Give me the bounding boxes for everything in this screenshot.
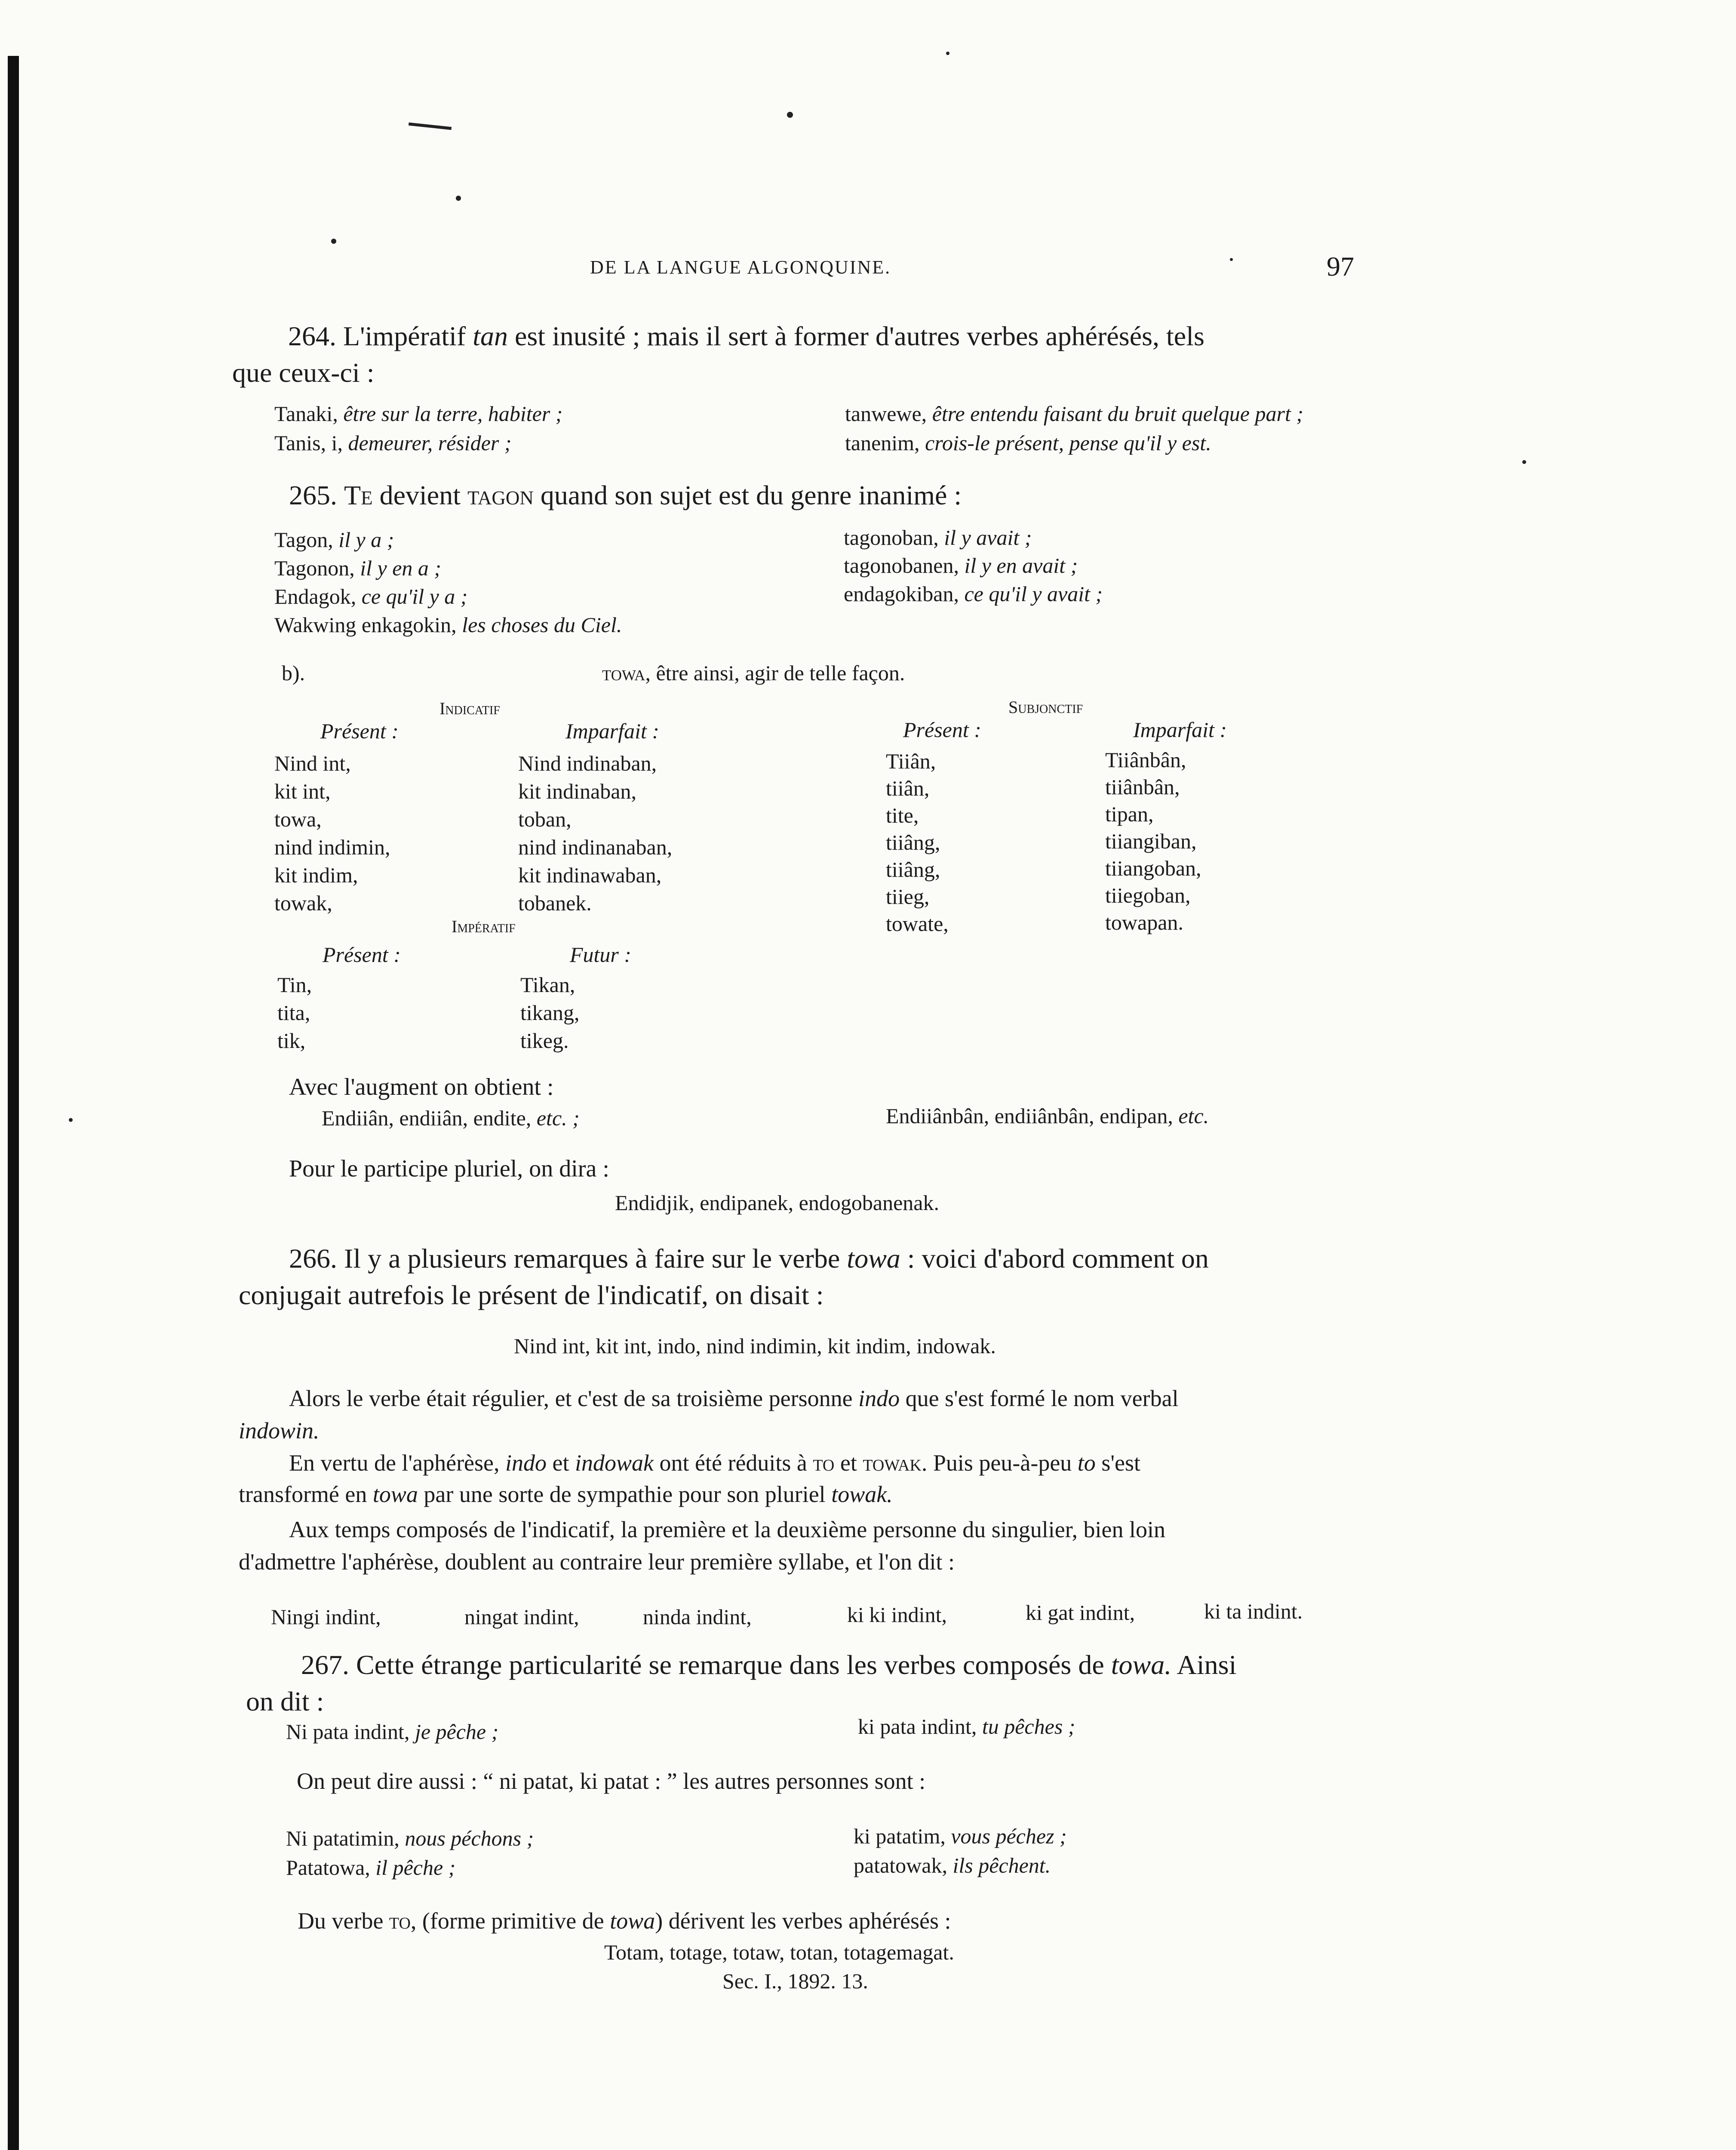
ind-imparfait-form: toban,	[518, 807, 571, 831]
subj-imparfait-form: Tiiânbân,	[1105, 748, 1186, 772]
ind-imparfait-form: tobanek.	[518, 891, 592, 915]
compound-form: ningat indint,	[464, 1605, 579, 1629]
signature-mark: Sec. I., 1892. 13.	[722, 1969, 868, 1993]
subj-present-form: tite,	[886, 803, 919, 827]
ind-present-form: kit int,	[274, 779, 331, 803]
ind-imparfait-form: kit indinaban,	[518, 779, 636, 803]
para-267-aussi: On peut dire aussi : “ ni patat, ki patat : ” les autres personnes sont :	[297, 1768, 926, 1794]
example-267-3a: Patatowa, il pêche ;	[286, 1855, 456, 1880]
subj-imparfait-form: tiiangoban,	[1105, 856, 1201, 880]
para-267-line-2: on dit :	[246, 1686, 324, 1717]
example-265-3b: endagokiban, ce qu'il y avait ;	[844, 582, 1103, 606]
example-267-3b: patatowak, ils pêchent.	[854, 1853, 1051, 1877]
subj-imparfait-form: tiiegoban,	[1105, 883, 1191, 907]
para-265: 265. Te devient tagon quand son sujet est du genre inanimé :	[289, 480, 962, 510]
example-265-2a: Tagonon, il y en a ;	[274, 556, 442, 580]
para-264-line-2: que ceux-ci :	[232, 357, 375, 388]
para-266-composes-2: d'admettre l'aphérèse, doublent au contraire leur première syllabe, et l'on dit :	[239, 1549, 955, 1575]
towa-heading: towa, être ainsi, agir de telle façon.	[602, 661, 905, 685]
para-267-line-1: 267. Cette étrange particularité se remarque dans les verbes composés de towa. Ainsi	[301, 1649, 1237, 1680]
subj-imparfait-form: tipan,	[1105, 802, 1154, 826]
imp-futur-form: tikeg.	[520, 1029, 569, 1053]
example-264-1b: tanwewe, être entendu faisant du bruit quelque part ;	[845, 402, 1303, 426]
scan-speck	[946, 52, 949, 55]
derived-verbs: Totam, totage, totaw, totan, totagemagat.	[604, 1940, 954, 1964]
example-267-2a: Ni patatimin, nous péchons ;	[286, 1826, 534, 1850]
ind-present-form: towak,	[274, 891, 332, 915]
subj-present-form: tiiân,	[886, 776, 930, 800]
scan-speck	[331, 239, 336, 244]
para-266-vertu: En vertu de l'aphérèse, indo et indowak ont été réduits à to et towak. Puis peu-à-peu to s'est	[289, 1450, 1141, 1476]
scan-speck	[456, 196, 461, 201]
ind-present-form: Nind int,	[274, 751, 351, 775]
subj-present-form: tiieg,	[886, 885, 930, 909]
para-266-line-1: 266. Il y a plusieurs remarques à faire sur le verbe towa : voici d'abord comment on	[289, 1243, 1209, 1274]
compound-form: ninda indint,	[643, 1605, 752, 1629]
participle-forms: Endidjik, endipanek, endogobanenak.	[615, 1191, 939, 1215]
ind-imparfait-form: nind indinanaban,	[518, 835, 673, 859]
example-265-3a: Endagok, ce qu'il y a ;	[274, 584, 468, 608]
running-title: DE LA LANGUE ALGONQUINE.	[590, 257, 891, 278]
example-267-1a: Ni pata indint, je pêche ;	[286, 1720, 499, 1744]
compound-form: ki ta indint.	[1204, 1599, 1303, 1623]
para-266-alors: Alors le verbe était régulier, et c'est de sa troisième personne indo que s'est formé le nom verbal	[289, 1385, 1179, 1411]
imp-present-form: tik,	[277, 1029, 306, 1053]
subjonctif-heading: Subjonctif	[1008, 697, 1083, 717]
subj-imparfait-heading: Imparfait :	[1133, 718, 1227, 742]
example-265-4a: Wakwing enkagokin, les choses du Ciel.	[274, 613, 622, 637]
ind-present-heading: Présent :	[320, 719, 399, 743]
para-266-alors-2: indowin.	[239, 1418, 320, 1444]
example-265-1a: Tagon, il y a ;	[274, 528, 394, 552]
subj-present-form: tiiâng,	[886, 830, 940, 854]
example-264-1a: Tanaki, être sur la terre, habiter ;	[274, 402, 563, 426]
para-266-composes: Aux temps composés de l'indicatif, la première et la deuxième personne du singulier, bien loin	[289, 1517, 1165, 1542]
example-265-2b: tagonobanen, il y en avait ;	[844, 553, 1078, 577]
subsection-label: b).	[282, 661, 305, 685]
para-266-vertu-2: transformé en towa par une sorte de sympathie pour son pluriel towak.	[239, 1481, 893, 1507]
compound-form: ki gat indint,	[1026, 1600, 1135, 1625]
scan-mark	[409, 123, 452, 130]
compound-form: ki ki indint,	[847, 1603, 947, 1627]
example-264-2b: tanenim, crois-le présent, pense qu'il y est.	[845, 431, 1211, 455]
augment-forms-right: Endiiânbân, endiiânbân, endipan, etc.	[886, 1104, 1209, 1128]
subj-present-form: Tiiân,	[886, 749, 936, 773]
para-264-line-1: 264. L'impératif tan est inusité ; mais il sert à former d'autres verbes aphérésés, tels	[288, 321, 1204, 351]
participle-intro: Pour le participe pluriel, on dira :	[289, 1155, 609, 1182]
ind-present-form: towa,	[274, 807, 322, 831]
example-265-1b: tagonoban, il y avait ;	[844, 525, 1032, 550]
page-number: 97	[1327, 251, 1354, 282]
old-present-forms: Nind int, kit int, indo, nind indimin, kit indim, indowak.	[514, 1334, 996, 1358]
imp-futur-form: Tikan,	[520, 973, 575, 997]
augment-intro: Avec l'augment on obtient :	[289, 1074, 554, 1100]
scan-speck	[787, 112, 793, 118]
ind-present-form: nind indimin,	[274, 835, 390, 859]
augment-forms-left: Endiiân, endiiân, endite, etc. ;	[322, 1106, 580, 1130]
imp-present-heading: Présent :	[323, 943, 401, 967]
example-264-2a: Tanis, i, demeurer, résider ;	[274, 431, 512, 455]
para-266-line-2: conjugait autrefois le présent de l'indicatif, on disait :	[239, 1280, 824, 1310]
subj-present-form: tiiâng,	[886, 857, 940, 882]
subj-present-form: towate,	[886, 912, 949, 936]
subj-present-heading: Présent :	[903, 718, 981, 742]
subj-imparfait-form: tiiangiban,	[1105, 829, 1197, 853]
scan-speck	[69, 1118, 73, 1122]
subj-imparfait-form: tiiânbân,	[1105, 775, 1180, 799]
para-267-derivation: Du verbe to, (forme primitive de towa) dérivent les verbes aphérésés :	[298, 1908, 951, 1934]
ind-imparfait-heading: Imparfait :	[565, 719, 660, 743]
subj-imparfait-form: towapan.	[1105, 910, 1183, 934]
ind-imparfait-form: Nind indinaban,	[518, 751, 657, 775]
imp-present-form: Tin,	[277, 973, 312, 997]
scan-page-edge	[8, 56, 19, 2150]
imperatif-heading: Impératif	[452, 917, 516, 936]
imp-present-form: tita,	[277, 1001, 310, 1025]
example-267-1b: ki pata indint, tu pêches ;	[858, 1714, 1075, 1738]
ind-present-form: kit indim,	[274, 863, 358, 887]
compound-form: Ningi indint,	[271, 1605, 381, 1629]
example-267-2b: ki patatim, vous péchez ;	[854, 1824, 1067, 1848]
indicatif-heading: Indicatif	[439, 699, 500, 718]
scan-speck	[1230, 258, 1233, 261]
imp-futur-heading: Futur :	[570, 943, 632, 967]
imp-futur-form: tikang,	[520, 1001, 580, 1025]
ind-imparfait-form: kit indinawaban,	[518, 863, 662, 887]
scan-speck	[1522, 460, 1526, 464]
